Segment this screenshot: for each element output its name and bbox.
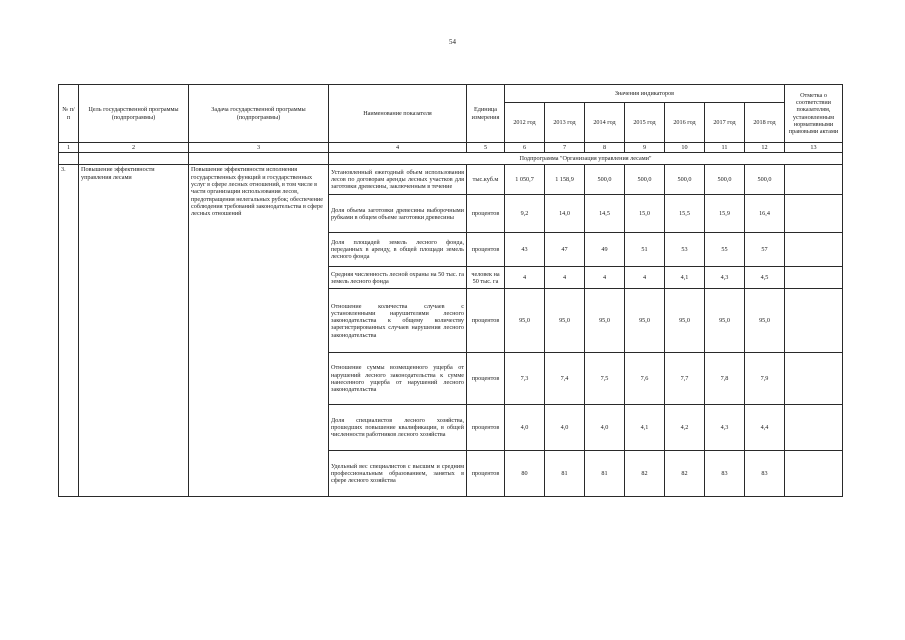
- indicator-value: 81: [585, 451, 625, 497]
- indicator-value: 95,0: [545, 289, 585, 353]
- indicator-value: 95,0: [745, 289, 785, 353]
- indicator-text: Доля специалистов лесного хозяйства, прошедших повышение квалификации, в общей численности работников лесного хозяйства: [331, 416, 464, 439]
- indicator-value: 49: [585, 233, 625, 267]
- indicator-value: 4,4: [745, 405, 785, 451]
- indicator-value: 7,3: [505, 353, 545, 405]
- indicator-value: 14,0: [545, 195, 585, 233]
- indicator-value: 55: [705, 233, 745, 267]
- compliance-note: [785, 267, 843, 289]
- indicator-value: 82: [665, 451, 705, 497]
- indicator-unit: процентов: [467, 195, 505, 233]
- table-row: [59, 165, 843, 195]
- header-note: Отметка о соответствии показателям, установленным нормативными правовыми актами: [785, 85, 843, 143]
- indicator-name: [329, 267, 467, 289]
- indicator-value: 500,0: [745, 165, 785, 195]
- indicator-name: [329, 233, 467, 267]
- compliance-note: [785, 289, 843, 353]
- compliance-note: [785, 353, 843, 405]
- indicator-name: [329, 289, 467, 353]
- indicator-unit: процентов: [467, 233, 505, 267]
- indicator-value: 7,8: [705, 353, 745, 405]
- column-index-row: [59, 143, 843, 153]
- compliance-note: [785, 165, 843, 195]
- indicator-name: [329, 451, 467, 497]
- indicator-text: Средняя численность лесной охраны на 50 тыс. га земель лесного фонда: [331, 270, 464, 285]
- indicator-value: 4,3: [705, 267, 745, 289]
- header-year: 2013 год: [545, 103, 585, 143]
- header-row-top: [59, 85, 843, 103]
- column-index: 4: [329, 143, 467, 153]
- indicator-value: 4,2: [665, 405, 705, 451]
- subprogram-title: Подпрограмма "Организация управления лесами": [329, 153, 843, 165]
- header-values: Значения индикаторов: [505, 85, 785, 103]
- indicator-value: 500,0: [585, 165, 625, 195]
- indicator-value: 4: [585, 267, 625, 289]
- header-year: 2012 год: [505, 103, 545, 143]
- indicator-value: 95,0: [505, 289, 545, 353]
- indicators-table: [58, 84, 843, 497]
- header-year: 2014 год: [585, 103, 625, 143]
- indicator-value: 500,0: [705, 165, 745, 195]
- page-number: 54: [449, 38, 456, 46]
- subprogram-row: [59, 153, 843, 165]
- column-index: 6: [505, 143, 545, 153]
- indicator-unit: человек на 50 тыс. га: [467, 267, 505, 289]
- indicator-value: 4,1: [625, 405, 665, 451]
- indicator-value: 83: [705, 451, 745, 497]
- group-task: Повышение эффективности исполнения государственных функций и государственных услуг в сфере лесных отношений, в том числе в части организации использования лесов, предотвращения нелегальных рубок; обеспечение соблюдения требований законодательства в сфере лесных отношений: [189, 165, 329, 497]
- header-task: Задача государственной программы (подпрограммы): [189, 85, 329, 143]
- indicator-value: 1 050,7: [505, 165, 545, 195]
- indicator-value: 82: [625, 451, 665, 497]
- indicator-value: 4,0: [585, 405, 625, 451]
- indicator-value: 4: [625, 267, 665, 289]
- indicator-name: [329, 165, 467, 195]
- compliance-note: [785, 233, 843, 267]
- indicator-value: 83: [745, 451, 785, 497]
- indicator-value: 15,9: [705, 195, 745, 233]
- indicator-value: 53: [665, 233, 705, 267]
- indicator-value: 7,6: [625, 353, 665, 405]
- indicator-value: 16,4: [745, 195, 785, 233]
- header-year: 2015 год: [625, 103, 665, 143]
- indicator-value: 4,5: [745, 267, 785, 289]
- indicator-value: 7,5: [585, 353, 625, 405]
- indicator-unit: процентов: [467, 289, 505, 353]
- group-number: 3.: [59, 165, 79, 497]
- column-index: 9: [625, 143, 665, 153]
- indicator-value: 7,9: [745, 353, 785, 405]
- indicator-value: 43: [505, 233, 545, 267]
- indicator-value: 15,0: [625, 195, 665, 233]
- indicator-text: Удельный вес специалистов с высшим и средним профессиональным образованием, занятых в сфере лесного хозяйства: [331, 462, 464, 485]
- indicator-value: 80: [505, 451, 545, 497]
- indicator-value: 81: [545, 451, 585, 497]
- header-year: 2018 год: [745, 103, 785, 143]
- indicator-unit: процентов: [467, 405, 505, 451]
- indicator-value: 4,3: [705, 405, 745, 451]
- indicator-value: 4,0: [505, 405, 545, 451]
- indicator-value: 500,0: [625, 165, 665, 195]
- compliance-note: [785, 195, 843, 233]
- indicator-value: 9,2: [505, 195, 545, 233]
- indicator-value: 95,0: [665, 289, 705, 353]
- indicator-unit: процентов: [467, 451, 505, 497]
- column-index: 5: [467, 143, 505, 153]
- indicator-name: [329, 405, 467, 451]
- indicator-value: 47: [545, 233, 585, 267]
- group-goal: Повышение эффективности управления лесами: [79, 165, 189, 497]
- column-index: 13: [785, 143, 843, 153]
- indicator-value: 51: [625, 233, 665, 267]
- indicator-value: 500,0: [665, 165, 705, 195]
- header-num: № п/п: [59, 85, 79, 143]
- header-unit: Единица измерения: [467, 85, 505, 143]
- indicator-text: Доля объема заготовки древесины выборочными рубками в общем объеме заготовки древесины: [331, 206, 464, 221]
- indicator-value: 14,5: [585, 195, 625, 233]
- indicator-text: Доля площадей земель лесного фонда, переданных в аренду, в общей площади земель лесного фонда: [331, 238, 464, 261]
- indicator-value: 4,1: [665, 267, 705, 289]
- compliance-note: [785, 451, 843, 497]
- indicator-text: Отношение количества случаев с установленными нарушителями лесного законодательства к общему количеству зарегистрированных случаев нарушения лесного законодательства: [331, 302, 464, 339]
- indicator-unit: процентов: [467, 353, 505, 405]
- indicator-value: 4: [545, 267, 585, 289]
- column-index: 12: [745, 143, 785, 153]
- header-year: 2016 год: [665, 103, 705, 143]
- indicator-value: 7,7: [665, 353, 705, 405]
- indicator-value: 95,0: [705, 289, 745, 353]
- indicator-value: 7,4: [545, 353, 585, 405]
- column-index: 8: [585, 143, 625, 153]
- compliance-note: [785, 405, 843, 451]
- column-index: 10: [665, 143, 705, 153]
- header-goal: Цель государственной программы (подпрограммы): [79, 85, 189, 143]
- indicator-name: [329, 353, 467, 405]
- indicator-value: 1 158,9: [545, 165, 585, 195]
- indicator-value: 95,0: [585, 289, 625, 353]
- column-index: 11: [705, 143, 745, 153]
- indicator-unit: тыс.куб.м: [467, 165, 505, 195]
- column-index: 2: [79, 143, 189, 153]
- indicator-value: 57: [745, 233, 785, 267]
- header-indicator: Наименование показателя: [329, 85, 467, 143]
- indicator-value: 4,0: [545, 405, 585, 451]
- indicator-value: 95,0: [625, 289, 665, 353]
- indicator-text: Установленный ежегодный объем использования лесов по договорам аренды лесных участков для заготовки древесины, заключенным в течение: [331, 168, 464, 191]
- indicator-value: 4: [505, 267, 545, 289]
- indicator-value: 15,5: [665, 195, 705, 233]
- column-index: 3: [189, 143, 329, 153]
- header-year: 2017 год: [705, 103, 745, 143]
- column-index: 1: [59, 143, 79, 153]
- indicator-text: Отношение суммы возмещенного ущерба от нарушений лесного законодательства к сумме нанесенного ущерба от нарушений лесного законодательства: [331, 364, 464, 394]
- column-index: 7: [545, 143, 585, 153]
- indicator-name: [329, 195, 467, 233]
